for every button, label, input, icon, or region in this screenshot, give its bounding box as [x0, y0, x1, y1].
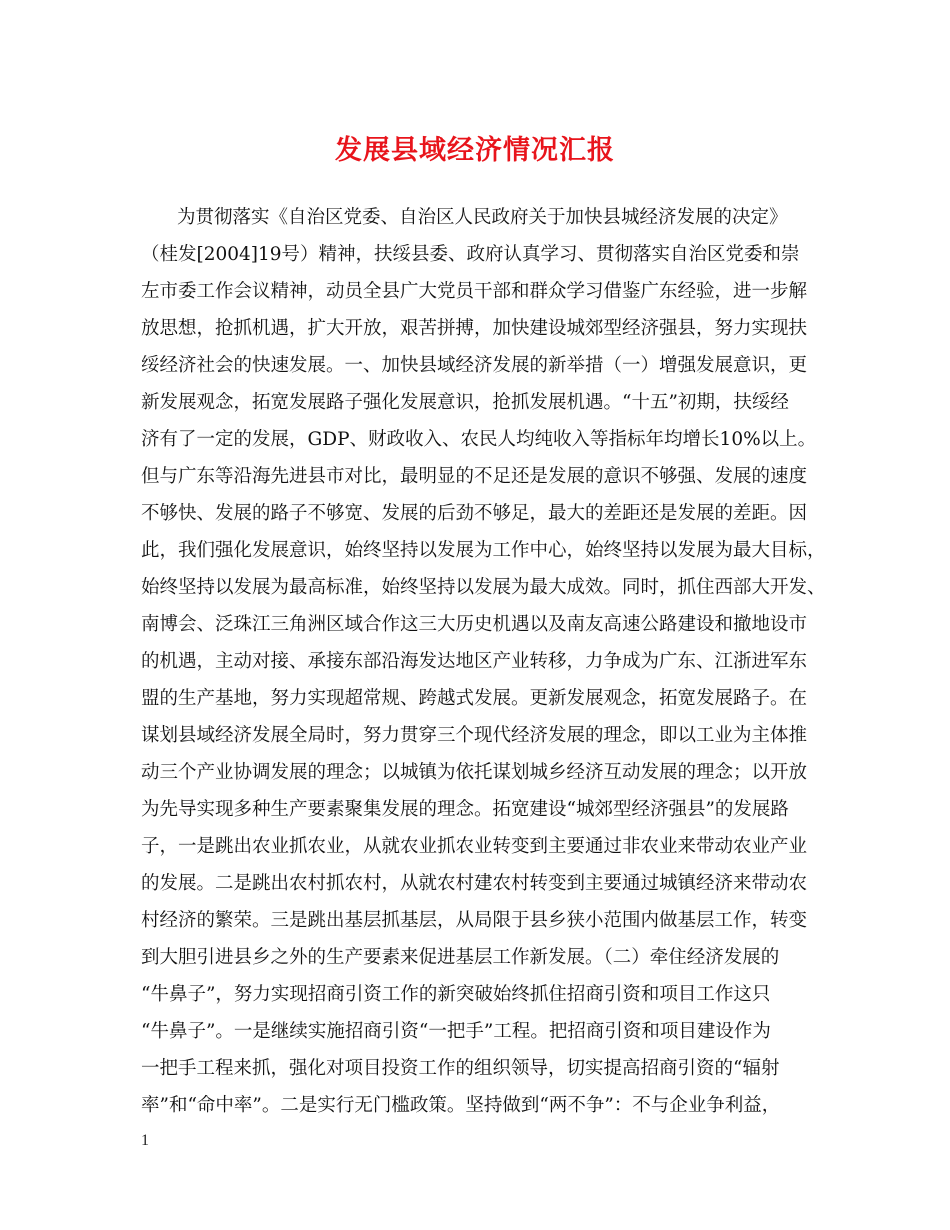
body-line: 新发展观念，拓宽发展路子强化发展意识，抢抓发展机遇。“十五”初期，扶绥经: [141, 392, 789, 413]
body-line: 的发展。二是跳出农村抓农村，从就农村建农村转变到主要通过城镇经济来带动农: [141, 873, 808, 894]
body-line: 盟的生产基地，努力实现超常规、跨越式发展。更新发展观念，拓宽发展路子。在: [141, 688, 808, 709]
body-line: 济有了一定的发展，GDP、财政收入、农民人均纯收入等指标年均增长10%以上。: [141, 429, 817, 450]
body-line: 一把手工程来抓，强化对项目投资工作的组织领导，切实提高招商引资的“辐射: [141, 1058, 780, 1079]
body-line: 但与广东等沿海先进县市对比，最明显的不足还是发展的意识不够强、发展的速度: [141, 466, 808, 487]
body-line: 村经济的繁荣。三是跳出基层抓基层，从局限于县乡狭小范围内做基层工作，转变: [141, 910, 808, 931]
body-line: 始终坚持以发展为最高标准，始终坚持以发展为最大成效。同时，抓住西部大开发、: [141, 577, 826, 598]
document-title: 发展县域经济情况汇报: [335, 135, 615, 166]
body-line: 到大胆引进县乡之外的生产要素来促进基层工作新发展。（二）牵住经济发展的: [141, 947, 780, 968]
body-line: 率”和“命中率”。二是实行无门槛政策。坚持做到“两不争”：不与企业争利益，: [141, 1095, 781, 1116]
body-line: 此，我们强化发展意识，始终坚持以发展为工作中心，始终坚持以发展为最大目标，: [141, 540, 826, 561]
body-line: 不够快、发展的路子不够宽、发展的后劲不够足，最大的差距还是发展的差距。因: [141, 503, 808, 524]
body-line: 为先导实现多种生产要素聚集发展的理念。拓宽建设“城郊型经济强县”的发展路: [141, 799, 789, 820]
body-line: “牛鼻子”，努力实现招商引资工作的新突破始终抓住招商引资和项目工作这只: [141, 984, 771, 1005]
page-number: 1: [141, 1132, 149, 1149]
body-line: “牛鼻子”。一是继续实施招商引资“一把手”工程。把招商引资和项目建设作为: [141, 1021, 771, 1042]
body-line: 动三个产业协调发展的理念；以城镇为依托谋划城乡经济互动发展的理念；以开放: [141, 762, 808, 783]
body-line: 南博会、泛珠江三角洲区域合作这三大历史机遇以及南友高速公路建设和撤地设市: [141, 614, 808, 635]
body-line: 放思想，抢抓机遇，扩大开放，艰苦拼搏，加快建设城郊型经济强县，努力实现扶: [141, 318, 808, 339]
body-line: 的机遇，主动对接、承接东部沿海发达地区产业转移，力争成为广东、江浙进军东: [141, 651, 808, 672]
body-line: 绥经济社会的快速发展。一、加快县域经济发展的新举措（一）增强发展意识，更: [141, 355, 808, 376]
body-line: （桂发[2004]19号）精神，扶绥县委、政府认真学习、贯彻落实自治区党委和崇: [141, 244, 800, 265]
body-line: 为贯彻落实《自治区党委、自治区人民政府关于加快县城经济发展的决定》: [177, 207, 788, 228]
body-line: 子，一是跳出农业抓农业，从就农业抓农业转变到主要通过非农业来带动农业产业: [141, 836, 808, 857]
body-line: 谋划县域经济发展全局时，努力贯穿三个现代经济发展的理念，即以工业为主体推: [141, 725, 808, 746]
body-line: 左市委工作会议精神，动员全县广大党员干部和群众学习借鉴广东经验，进一步解: [141, 281, 808, 302]
